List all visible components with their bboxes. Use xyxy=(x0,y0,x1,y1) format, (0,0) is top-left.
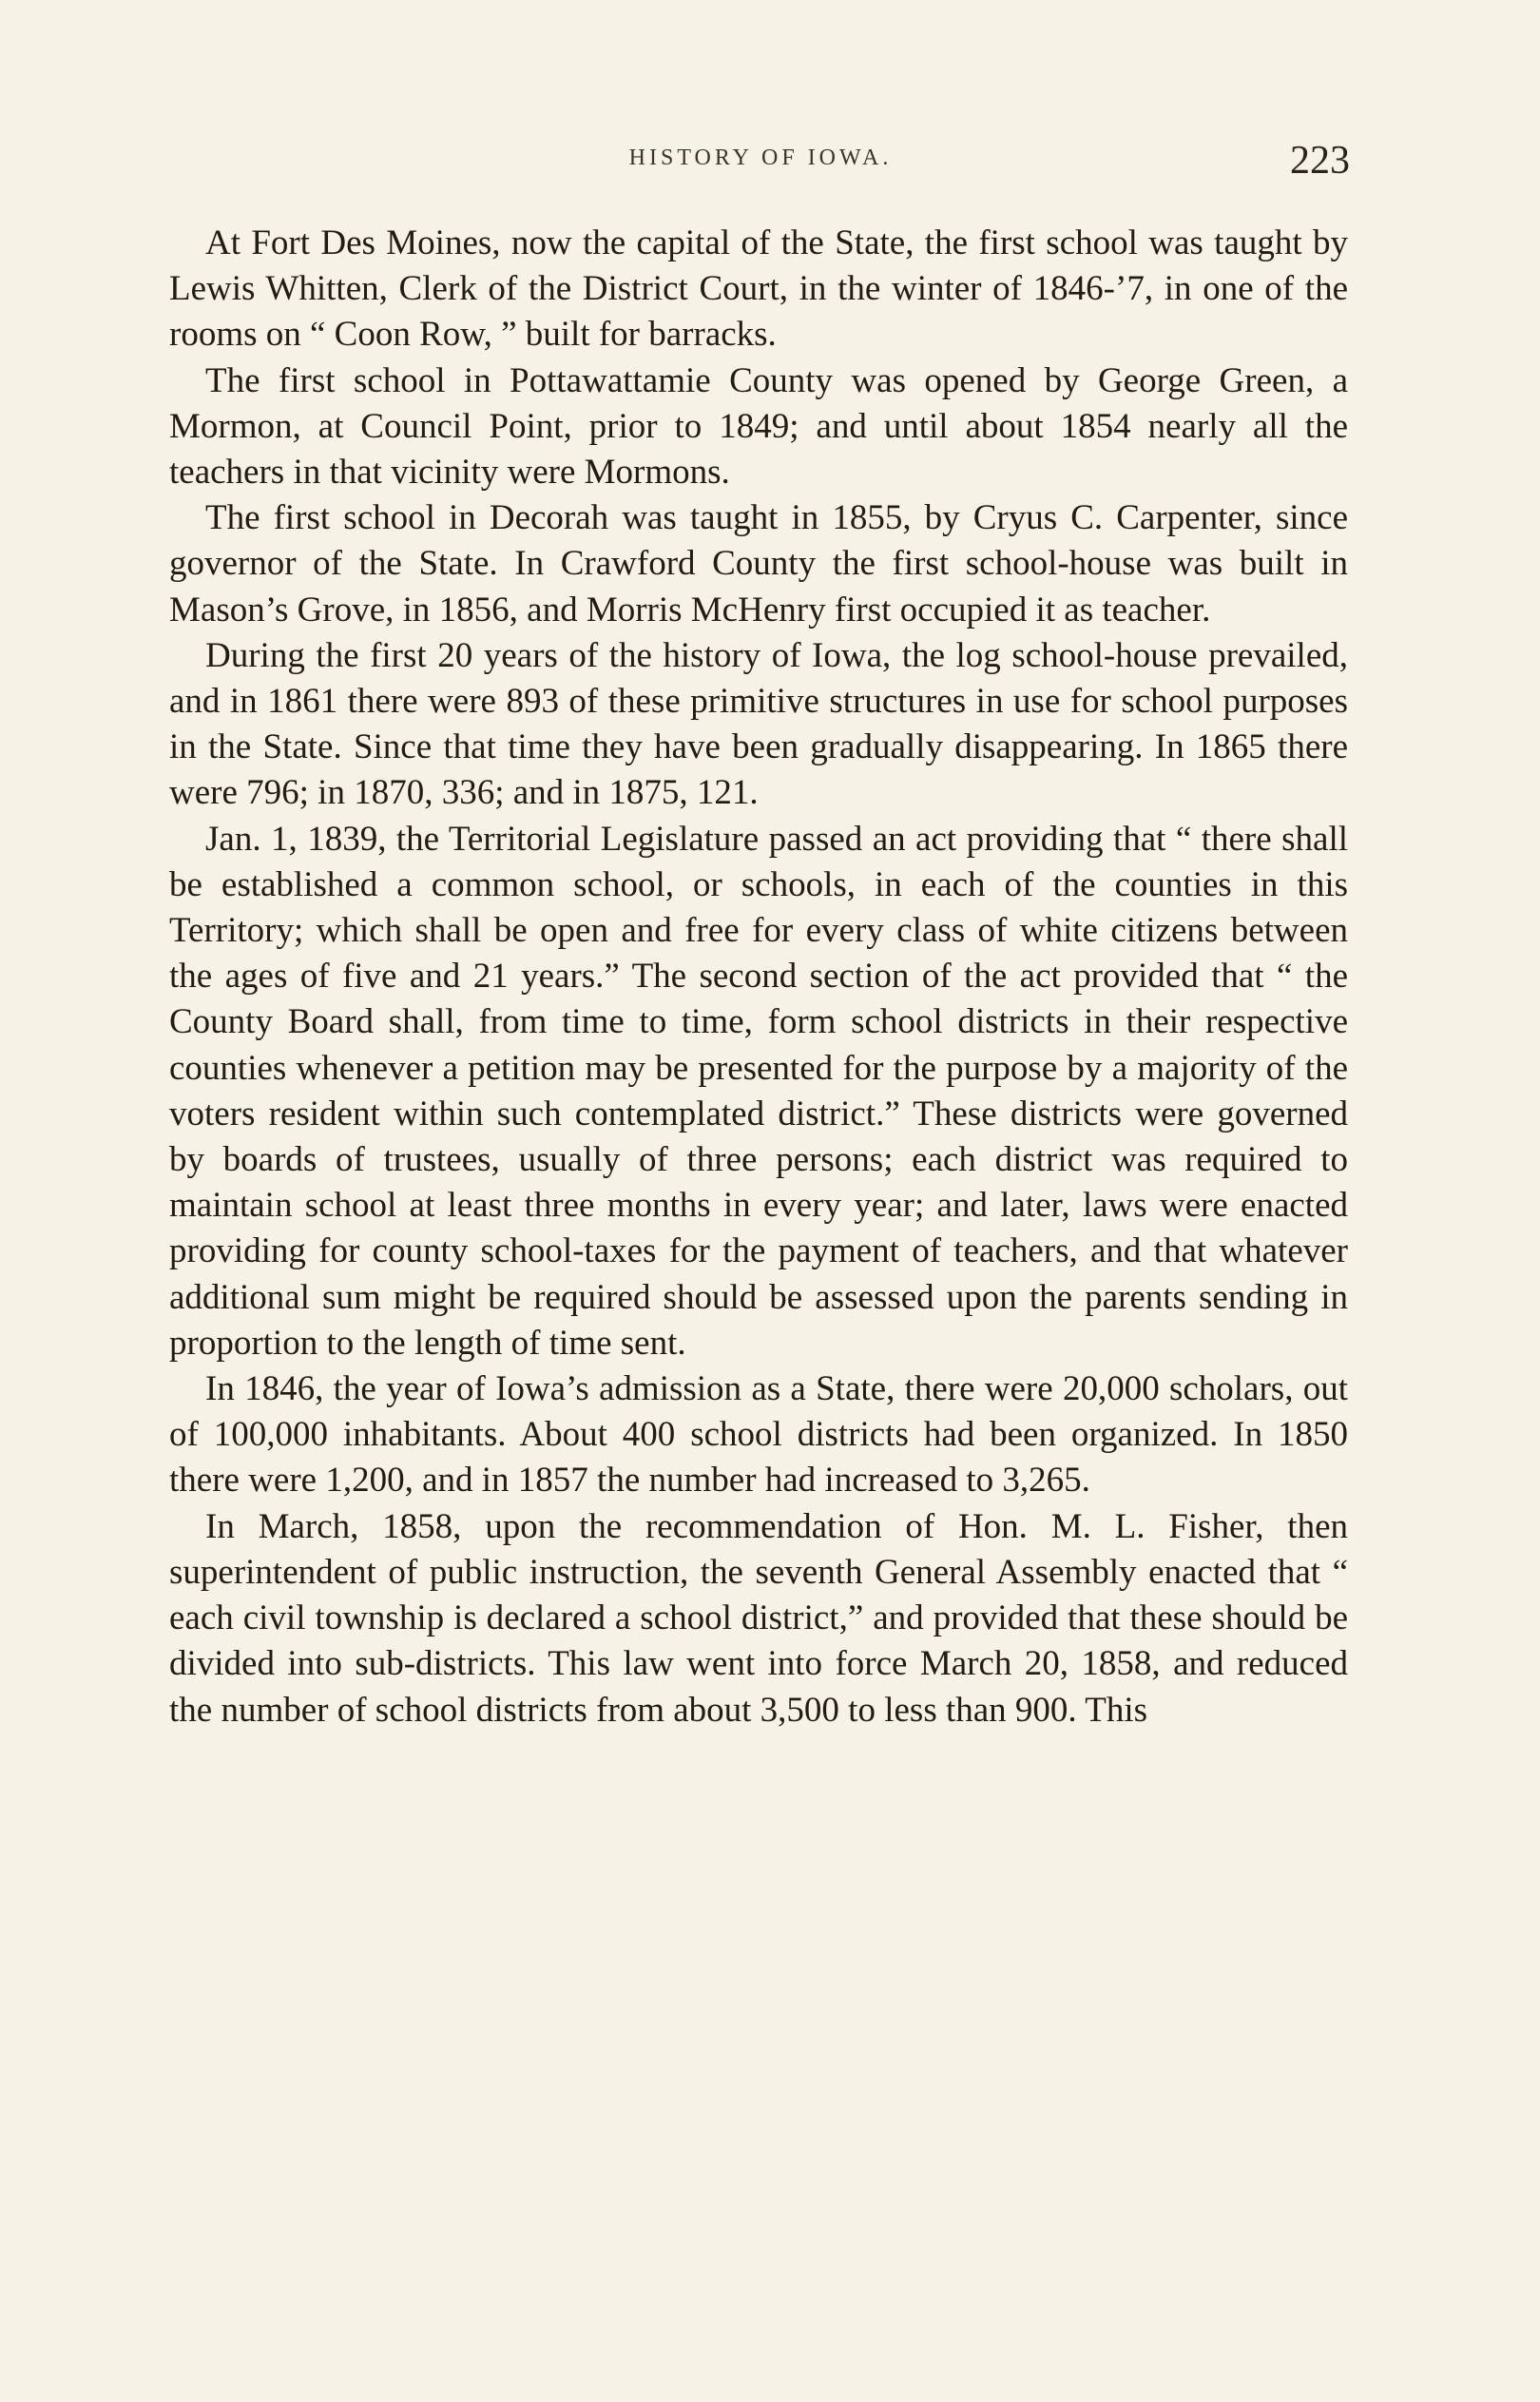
running-title: HISTORY OF IOWA. xyxy=(628,145,893,170)
paragraph-log-school-houses: During the first 20 years of the history of Iowa, the log school-house prevailed, and in 1861 there were 893 of these primitive structures in use for school purposes in the State. Since that time they have been gradually disappearing. In 1865 there were 796; in 1870, 336; and in 1875, 121. xyxy=(169,635,1348,813)
paragraph-territorial-legislature: Jan. 1, 1839, the Territorial Legislature passed an act providing that “ there shall be established a common school, or schools, in each of the counties in this Territory; which shall be open and free for every class of white citizens between the ages of five and 21 years.” The second section of the act provided that “ the County Board shall, from time to time, form school districts in their respective counties whenever a petition may be presented for the purpose by a majority of the voters resident within such contemplated district.” These districts were governed by boards of trustees, usually of three persons; each district was required to maintain school at least three months in every year; and later, laws were enacted providing for county school-taxes for the payment of teachers, and that whatever additional sum might be required should be assessed upon the parents sending in proportion to the length of time sent. xyxy=(169,819,1348,1363)
paragraph-decorah: The first school in Decorah was taught in 1855, by Cryus C. Carpenter, since governor of the State. In Crawford County the first school-house was built in Mason’s Grove, in 1856, and Morris McHenry first occupied it as teacher. xyxy=(169,498,1348,630)
running-head xyxy=(171,138,1350,185)
paragraph-statehood-1846: In 1846, the year of Iowa’s admission as a State, there were 20,000 scholars, out of 100,000 inhabitants. About 400 school districts had been organized. In 1850 there were 1,200, and in 1857 the number had increased to 3,265. xyxy=(169,1369,1348,1501)
paragraph-pottawattamie: The first school in Pottawattamie County was opened by George Green, a Mormon, at Council Point, prior to 1849; and until about 1854 nearly all the teachers in that vicinity were Mormons. xyxy=(169,360,1348,493)
page-number: 223 xyxy=(1290,139,1350,183)
body-text xyxy=(169,221,1348,1734)
paragraph-fort-des-moines: At Fort Des Moines, now the capital of the State, the first school was taught by Lewis Whitten, Clerk of the District Court, in the winter of 1846-’7, in one of the rooms on “ Coon Row, ” built for barracks. xyxy=(169,223,1348,355)
paragraph-march-1858: In March, 1858, upon the recommendation of Hon. M. L. Fisher, then superintendent of public instruction, the seventh General Assembly enacted that “ each civil township is declared a school district,” and provided that these should be divided into sub-districts. This law went into force March 20, 1858, and reduced the number of school districts from about 3,500 to less than 900. This xyxy=(169,1506,1348,1730)
